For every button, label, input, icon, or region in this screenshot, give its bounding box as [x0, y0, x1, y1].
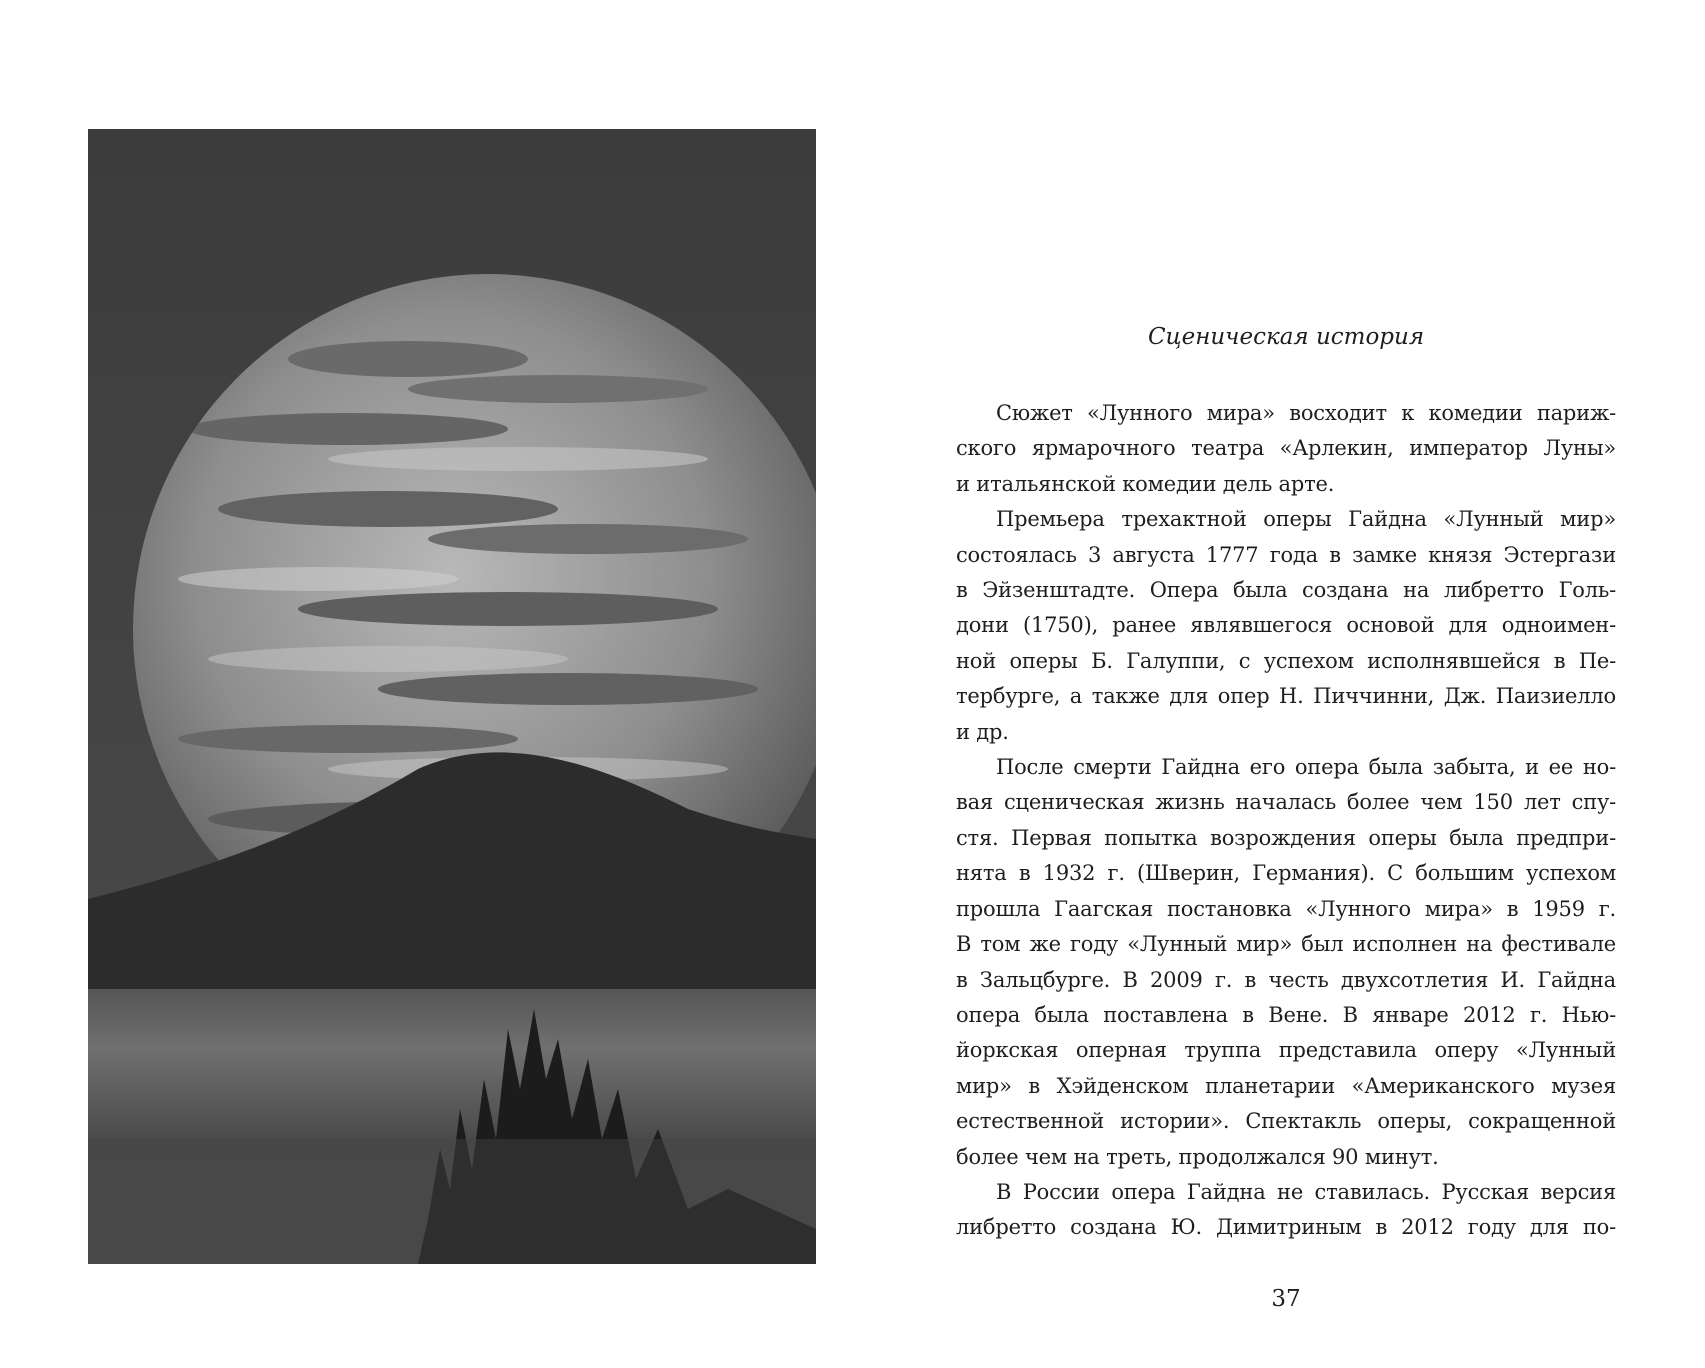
text-line: После смерти Гайдна его опера была забыта, и ее но-: [996, 755, 1616, 780]
moon-landscape-illustration: [88, 129, 816, 1264]
text-line: и др.: [956, 719, 1009, 744]
text-line: йоркская оперная труппа представила оперу «Лунный: [956, 1038, 1616, 1063]
text-line: ского ярмарочного театра «Арлекин, император Луны»: [956, 436, 1616, 461]
paragraph: [956, 1175, 1616, 1246]
text-line: В России опера Гайдна не ставилась. Русская версия: [996, 1179, 1616, 1204]
misty-lake: [88, 989, 816, 1139]
text-line: вая сценическая жизнь началась более чем 150 лет спу-: [956, 790, 1616, 815]
text-line: более чем на треть, продолжался 90 минут.: [956, 1144, 1439, 1169]
text-line: прошла Гаагская постановка «Лунного мира» в 1959 г.: [956, 896, 1616, 921]
paragraph: [956, 396, 1616, 502]
text-line: В том же году «Лунный мир» был исполнен на фестивале: [956, 932, 1616, 957]
paragraph: [956, 502, 1616, 750]
text-line: опера была поставлена в Вене. В январе 2012 г. Нью-: [956, 1002, 1616, 1027]
text-line: мир» в Хэйденском планетарии «Американского музея: [956, 1073, 1616, 1098]
body-text: [956, 396, 1616, 1246]
text-line: ной оперы Б. Галуппи, с успехом исполнявшейся в Пе-: [956, 648, 1616, 673]
text-line: тербурге, а также для опер Н. Пиччинни, Дж. Паизиелло: [956, 684, 1616, 709]
text-line: нята в 1932 г. (Шверин, Германия). С большим успехом: [956, 861, 1616, 886]
text-line: в Зальцбурге. В 2009 г. в честь двухсотлетия И. Гайдна: [956, 967, 1616, 992]
section-title: Сценическая история: [1147, 324, 1425, 350]
text-line: в Эйзенштадте. Опера была создана на либретто Голь-: [956, 578, 1616, 603]
text-line: состоялась 3 августа 1777 года в замке князя Эстергази: [956, 542, 1616, 567]
moon-photograph: [88, 129, 816, 1264]
text-line: Премьера трехактной оперы Гайдна «Лунный мир»: [996, 507, 1616, 532]
text-line: естественной истории». Спектакль оперы, сокращенной: [956, 1109, 1616, 1134]
text-line: и итальянской комедии дель арте.: [956, 471, 1335, 496]
text-line: Сюжет «Лунного мира» восходит к комедии париж-: [996, 401, 1616, 425]
text-page: [956, 0, 1616, 1368]
page-number: 37: [1271, 1286, 1301, 1312]
paragraph: [956, 750, 1616, 1175]
text-line: либретто создана Ю. Димитриным в 2012 году для по-: [956, 1215, 1616, 1240]
text-line: стя. Первая попытка возрождения оперы была предпри-: [956, 825, 1616, 850]
text-line: дони (1750), ранее являвшегося основой для одноимен-: [956, 613, 1616, 638]
